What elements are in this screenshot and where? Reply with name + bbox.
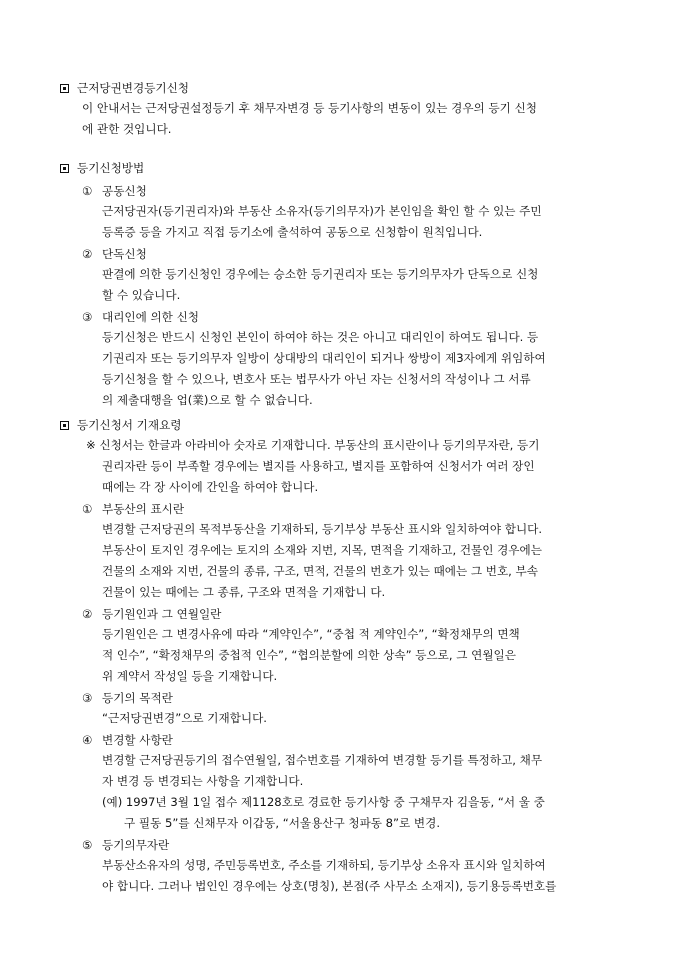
- note-line: 때에는 각 장 사이에 간인을 하여야 합니다.: [102, 480, 319, 494]
- item-line: 등기신청은 반드시 신청인 본인이 하여야 하는 것은 아니고 대리인이 하여도 됩니다. 등: [102, 330, 539, 344]
- item-number: ①: [82, 183, 93, 198]
- item-number: ②: [82, 246, 93, 261]
- item-heading: [60, 243, 640, 264]
- item-title: 등기의무자란: [102, 837, 170, 852]
- section-form-instructions: [60, 415, 640, 897]
- item-title: 공동신청: [102, 183, 147, 198]
- square-bullet-icon: [60, 421, 69, 430]
- item-line: 부동산소유자의 성명, 주민등록번호, 주소를 기재하되, 등기부상 소유자 표시와 일치하여: [102, 858, 546, 872]
- item-heading: [60, 306, 640, 327]
- item-line: 등록증 등을 가지고 직접 등기소에 출석하여 공동으로 신청함이 원칙입니다.: [102, 225, 483, 239]
- square-bullet-icon: [60, 164, 69, 173]
- section-mortgage-change-application: [60, 78, 640, 140]
- square-bullet-icon: [60, 84, 69, 93]
- item-line: 할 수 있습니다.: [102, 288, 181, 302]
- item-line: 자 변경 등 변경되는 사항을 기재합니다.: [102, 774, 304, 788]
- item-line: 건물의 소재와 지번, 건물의 종류, 구조, 면적, 건물의 번호가 있는 때에는 그 번호, 부속: [102, 564, 538, 578]
- section-title: 등기신청서 기재요령: [77, 418, 182, 432]
- body-line: 이 안내서는 근저당권설정등기 후 채무자변경 등 등기사항의 변동이 있는 경우의 등기 신청: [82, 101, 537, 115]
- note-text: 신청서는 한글과 아라비아 숫자로 기재합니다. 부동산의 표시란이나 등기의무자란, 등기: [99, 438, 540, 452]
- example-line: 구 필동 5”를 신채무자 이갑동, “서울용산구 청파동 8”로 변경.: [124, 816, 441, 830]
- section-application-method: [60, 158, 640, 411]
- note-mark-icon: ※: [86, 438, 96, 452]
- item-number: ⑤: [82, 837, 93, 852]
- item-heading: [60, 687, 640, 708]
- item-line: 야 합니다. 그러나 법인인 경우에는 상호(명칭), 본점(주 사무소 소재지), 등기용등록번호를: [102, 879, 557, 893]
- item-title: 등기원인과 그 연월일란: [102, 606, 222, 621]
- item-number: ③: [82, 309, 93, 324]
- example-line: (예) 1997년 3월 1일 접수 제1128호로 경료한 등기사항 중 구채무자 김을동, “서 울 중: [102, 795, 545, 809]
- item-heading: [60, 729, 640, 750]
- item-heading: [60, 498, 640, 519]
- item-line: 판결에 의한 등기신청인 경우에는 승소한 등기권리자 또는 등기의무자가 단독으로 신청: [102, 267, 539, 281]
- item-line: 건물이 있는 때에는 그 종류, 구조와 면적을 기재합니 다.: [102, 585, 386, 599]
- note-line: [60, 435, 640, 456]
- item-line: 위 계약서 작성일 등을 기재합니다.: [102, 669, 278, 683]
- item-heading: [60, 834, 640, 855]
- note-line: 권리자란 등이 부족할 경우에는 별지를 사용하고, 별지를 포함하여 신청서가 여러 장인: [102, 459, 535, 473]
- item-number: ③: [82, 690, 93, 705]
- item-line: 부동산이 토지인 경우에는 토지의 소재와 지번, 지목, 면적을 기재하고, 건물인 경우에는: [102, 543, 542, 557]
- item-title: 변경할 사항란: [102, 732, 173, 747]
- item-line: 근저당권자(등기권리자)와 부동산 소유자(등기의무자)가 본인임을 확인 할 수 있는 주민: [102, 204, 542, 218]
- item-line: 의 제출대행을 업(業)으로 할 수 없습니다.: [102, 393, 313, 407]
- section-title: 근저당권변경등기신청: [77, 81, 189, 95]
- section-heading: [60, 78, 640, 98]
- item-line: 적 인수”, “확정채무의 중첩적 인수”, “협의분할에 의한 상속” 등으로, 그 연월일은: [102, 648, 516, 662]
- item-line: 변경할 근저당권의 목적부동산을 기재하되, 등기부상 부동산 표시와 일치하여야 합니다.: [102, 522, 543, 536]
- section-title: 등기신청방법: [77, 161, 145, 175]
- item-title: 등기의 목적란: [102, 690, 173, 705]
- item-number: ②: [82, 606, 93, 621]
- item-number: ①: [82, 501, 93, 516]
- item-line: 등기신청을 할 수 있으나, 변호사 또는 법무사가 아닌 자는 신청서의 작성이나 그 서류: [102, 372, 531, 386]
- item-line: 변경할 근저당권등기의 접수연월일, 접수번호를 기재하여 변경할 등기를 특정하고, 채무: [102, 753, 543, 767]
- item-line: 등기원인은 그 변경사유에 따라 “계약인수”, “중첩 적 계약인수”, “확정채무의 면책: [102, 627, 520, 641]
- item-title: 단독신청: [102, 246, 147, 261]
- item-heading: [60, 180, 640, 201]
- item-line: “근저당권변경”으로 기재합니다.: [102, 711, 267, 725]
- item-title: 부동산의 표시란: [102, 501, 185, 516]
- section-heading: [60, 415, 640, 435]
- body-line: 에 관한 것입니다.: [82, 122, 172, 136]
- item-line: 기권리자 또는 등기의무자 일방이 상대방의 대리인이 되거나 쌍방이 제3자에게 위임하여: [102, 351, 546, 365]
- item-number: ④: [82, 732, 93, 747]
- section-heading: [60, 158, 640, 178]
- item-title: 대리인에 의한 신청: [102, 309, 199, 324]
- item-heading: [60, 603, 640, 624]
